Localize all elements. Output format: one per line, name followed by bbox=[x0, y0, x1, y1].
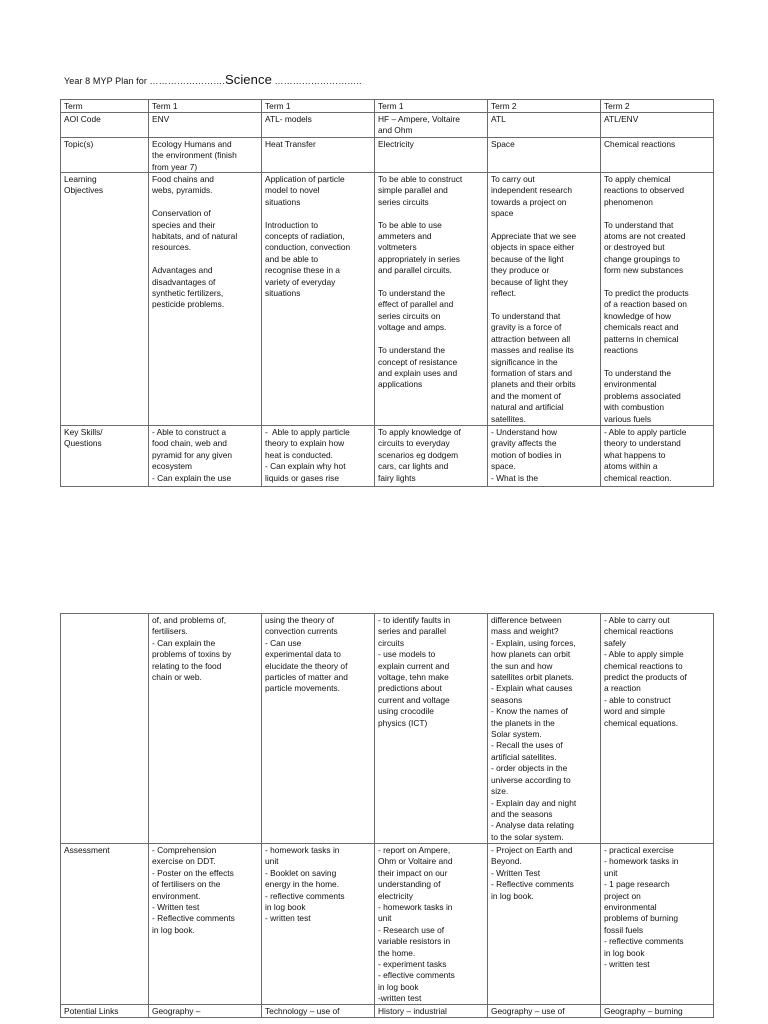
row-header-cell bbox=[61, 138, 149, 173]
cell-text: Term 1 bbox=[152, 101, 178, 111]
plan-table-bottom bbox=[60, 613, 714, 1018]
cell-text: Food chains and webs, pyramids. Conservation of species and their habitats, and of natural resources. Advantages and disadvantages of synthetic fertilizers, pesticide problems. bbox=[152, 174, 238, 310]
cell-text: Term bbox=[64, 101, 83, 111]
table-cell bbox=[488, 426, 601, 487]
cell-text: History – industrial bbox=[378, 1006, 447, 1016]
table-cell bbox=[149, 113, 262, 138]
table-cell bbox=[262, 100, 375, 113]
cell-text: To apply knowledge of circuits to everyday scenarios eg dodgem cars, car lights and fairy lights bbox=[378, 427, 461, 483]
table-cell bbox=[375, 173, 488, 426]
table-cell bbox=[149, 614, 262, 844]
cell-text: - Able to construct a food chain, web and pyramid for any given ecosystem - Can explain the use bbox=[152, 427, 233, 483]
cell-text: HF – Ampere, Voltaire and Ohm bbox=[378, 114, 460, 136]
cell-text: Term 2 bbox=[491, 101, 517, 111]
table-cell bbox=[601, 113, 714, 138]
document-title bbox=[64, 72, 362, 87]
cell-text: Ecology Humans and the environment (finish from year 7) bbox=[152, 139, 237, 172]
table-cell bbox=[262, 113, 375, 138]
cell-text: ATL- models bbox=[265, 114, 312, 124]
cell-text: Learning Objectives bbox=[64, 174, 104, 196]
row-header-cell bbox=[61, 614, 149, 844]
cell-text: - Project on Earth and Beyond. - Written Test - Reflective comments in log book. bbox=[491, 845, 574, 901]
cell-text: To be able to construct simple parallel and series circuits To be able to use ammeters and voltmeters appropriately in series and parallel circuits. To understand the effect of parallel and series circuits on voltage and amps. To understand the concept of resistance and explain uses and applications bbox=[378, 174, 463, 390]
table-cell bbox=[488, 113, 601, 138]
table-cell bbox=[262, 844, 375, 1005]
cell-text: - Comprehension exercise on DDT. - Poster on the effects of fertilisers on the environment. - Written test - Reflective comments in log book. bbox=[152, 845, 235, 935]
title-subject: Science bbox=[224, 72, 272, 87]
cell-text: ENV bbox=[152, 114, 170, 124]
cell-text: - practical exercise - homework tasks in unit - 1 page research project on environmental problems of burning fossil fuels - reflective comments in log book - written test bbox=[604, 845, 684, 970]
aoi-code-row bbox=[61, 113, 714, 138]
cell-text: - to identify faults in series and parallel circuits - use models to explain current and voltage, tehn make predictions about current and voltage using crocodile physics (ICT) bbox=[378, 615, 451, 728]
cell-text: Geography – use of bbox=[491, 1006, 565, 1016]
table-cell bbox=[149, 100, 262, 113]
table-cell bbox=[149, 844, 262, 1005]
row-header-cell bbox=[61, 173, 149, 426]
table-cell bbox=[262, 426, 375, 487]
topics-row bbox=[61, 138, 714, 173]
table-cell bbox=[601, 426, 714, 487]
cell-text: difference between mass and weight? - Explain, using forces, how planets can orbit the sun and how satellites orbit planets. - Explain what causes seasons - Know the names of the planets in the Solar system. - Recall the uses of artificial satellites. - order objects in the universe according to size. - Explain day and night and the seasons - Analyse data relating to the solar system. bbox=[491, 615, 577, 842]
cell-text: - Understand how gravity affects the motion of bodies in space. - What is the bbox=[491, 427, 562, 483]
cell-text: Geography – bbox=[152, 1006, 201, 1016]
table-cell bbox=[262, 614, 375, 844]
cell-text: Technology – use of bbox=[265, 1006, 340, 1016]
row-header-cell bbox=[61, 100, 149, 113]
table-cell bbox=[149, 138, 262, 173]
potential-links-row bbox=[61, 1005, 714, 1018]
cell-text: - Able to carry out chemical reactions safely - Able to apply simple chemical reactions to predict the products of a reaction - able to construct word and simple chemical equations. bbox=[604, 615, 687, 728]
assessment-row bbox=[61, 844, 714, 1005]
cell-text: ATL/ENV bbox=[604, 114, 639, 124]
cell-text: AOI Code bbox=[64, 114, 101, 124]
table-cell bbox=[149, 173, 262, 426]
cell-text: To carry out independent research towards a project on space Appreciate that we see objects in space either because of the light they produce or because of light they reflect. To understand that gravity is a force of attraction between all masses and realise its significance in the formation of stars and planets and their orbits and the moment of natural and artificial satellites. bbox=[491, 174, 577, 424]
cell-text: - homework tasks in unit - Booklet on saving energy in the home. - reflective comments in log book - written test bbox=[265, 845, 345, 924]
plan-table-bottom-body bbox=[61, 614, 714, 1018]
table-cell bbox=[488, 173, 601, 426]
row-header-cell bbox=[61, 113, 149, 138]
table-cell bbox=[488, 138, 601, 173]
cell-text: Key Skills/ Questions bbox=[64, 427, 103, 449]
table-cell bbox=[601, 844, 714, 1005]
cell-text: of, and problems of, fertilisers. - Can explain the problems of toxins by relating to the food chain or web. bbox=[152, 615, 232, 683]
table-cell bbox=[149, 1005, 262, 1018]
cell-text: Term 1 bbox=[265, 101, 291, 111]
cell-text: Heat Transfer bbox=[265, 139, 316, 149]
plan-table-top bbox=[60, 99, 714, 487]
table-cell bbox=[375, 614, 488, 844]
row-header-cell bbox=[61, 844, 149, 1005]
term-row bbox=[61, 100, 714, 113]
table-cell bbox=[601, 100, 714, 113]
cell-text: Electricity bbox=[378, 139, 414, 149]
cell-text: Term 2 bbox=[604, 101, 630, 111]
table-cell bbox=[262, 173, 375, 426]
table-cell bbox=[601, 138, 714, 173]
cell-text: Geography – burning bbox=[604, 1006, 683, 1016]
cell-text: Application of particle model to novel situations Introduction to concepts of radiation, conduction, convection and be able to recognise these in a variety of everyday situations bbox=[265, 174, 351, 299]
cell-text: Topic(s) bbox=[64, 139, 94, 149]
title-prefix: Year 8 MYP Plan for ……………………. bbox=[64, 76, 225, 86]
table-cell bbox=[601, 173, 714, 426]
table-cell bbox=[488, 844, 601, 1005]
row-header-cell bbox=[61, 426, 149, 487]
plan-table-top-body bbox=[61, 100, 714, 487]
table-cell bbox=[375, 1005, 488, 1018]
cell-text: Term 1 bbox=[378, 101, 404, 111]
table-cell bbox=[375, 844, 488, 1005]
learning-objectives-row bbox=[61, 173, 714, 426]
cell-text: ATL bbox=[491, 114, 506, 124]
table-cell bbox=[375, 138, 488, 173]
title-suffix: ……………………….. bbox=[271, 76, 362, 86]
table-cell bbox=[601, 614, 714, 844]
cell-text: Chemical reactions bbox=[604, 139, 676, 149]
cell-text: - Able to apply particle theory to understand what happens to atoms within a chemical reaction. bbox=[604, 427, 687, 483]
cell-text: To apply chemical reactions to observed phenomenon To understand that atoms are not created or destroyed but change groupings to form new substances To predict the products of a reaction based on knowledge of how chemicals react and patterns in chemical reactions To understand the environmental problems associated with combustion various fuels bbox=[604, 174, 689, 424]
cell-text: Potential Links bbox=[64, 1006, 119, 1016]
cell-text: Space bbox=[491, 139, 515, 149]
cell-text: using the theory of convection currents - Can use experimental data to elucidate the theory of particles of matter and particle movements. bbox=[265, 615, 348, 694]
table-cell bbox=[149, 426, 262, 487]
table-cell bbox=[488, 1005, 601, 1018]
row-header-cell bbox=[61, 1005, 149, 1018]
table-cell bbox=[375, 100, 488, 113]
table-cell bbox=[488, 614, 601, 844]
table-cell bbox=[262, 138, 375, 173]
cell-text bbox=[64, 615, 145, 843]
table-cell bbox=[375, 113, 488, 138]
cell-text: Assessment bbox=[64, 845, 110, 855]
key-skills-row bbox=[61, 426, 714, 487]
table-cell bbox=[601, 1005, 714, 1018]
cell-text: - report on Ampere, Ohm or Voltaire and their impact on our understanding of electricity - homework tasks in unit - Research use of variable resistors in the home. - experiment tasks - eflective comments in log book -written test bbox=[378, 845, 455, 1004]
table-cell bbox=[375, 426, 488, 487]
cell-text: - Able to apply particle theory to explain how heat is conducted. - Can explain why hot liquids or gases rise bbox=[265, 427, 350, 483]
table-cell bbox=[488, 100, 601, 113]
table-cell bbox=[262, 1005, 375, 1018]
key-skills-continued-row bbox=[61, 614, 714, 844]
